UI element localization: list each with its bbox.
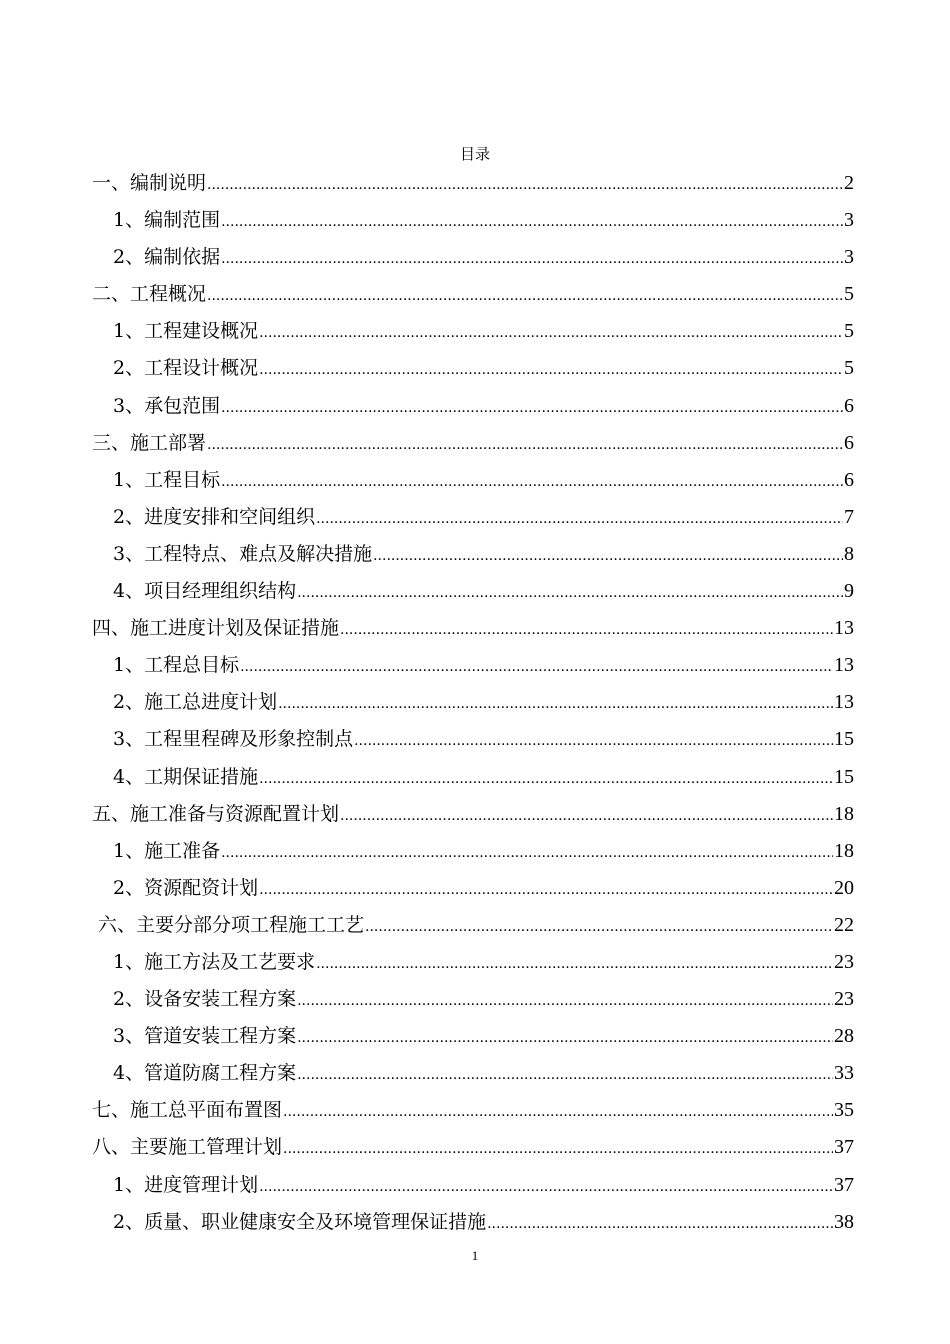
toc-dot-leader bbox=[373, 538, 843, 575]
toc-dot-leader bbox=[297, 1057, 833, 1094]
toc-entry-label: 3、承包范围 bbox=[113, 394, 221, 417]
toc-entry-label: 1、编制范围 bbox=[113, 209, 221, 232]
toc-entry[interactable] bbox=[92, 1092, 854, 1129]
toc-entry[interactable] bbox=[92, 350, 854, 387]
toc-entry-label: 五、施工准备与资源配置计划 bbox=[92, 802, 340, 825]
toc-entry-page: 23 bbox=[834, 950, 854, 973]
toc-entry-page: 5 bbox=[844, 357, 854, 380]
toc-entry[interactable] bbox=[92, 981, 854, 1018]
toc-dot-leader bbox=[240, 649, 833, 686]
toc-entry-label: 四、施工进度计划及保证措施 bbox=[92, 617, 340, 640]
toc-entry-label: 1、施工准备 bbox=[113, 839, 221, 862]
toc-entry-page: 5 bbox=[844, 320, 854, 343]
toc-dot-leader bbox=[365, 909, 833, 946]
toc-dot-leader bbox=[207, 427, 843, 464]
toc-entry[interactable] bbox=[92, 870, 854, 907]
toc-entry-page: 22 bbox=[834, 913, 854, 936]
toc-dot-leader bbox=[354, 723, 833, 760]
toc-entry[interactable] bbox=[92, 1167, 854, 1204]
toc-dot-leader bbox=[297, 575, 843, 612]
toc-entry-label: 3、管道安装工程方案 bbox=[113, 1025, 297, 1048]
toc-entry-label: 二、工程概况 bbox=[92, 283, 207, 306]
toc-entry-page: 35 bbox=[834, 1099, 854, 1122]
toc-entry[interactable] bbox=[92, 833, 854, 870]
toc-entry-label: 2、资源配资计划 bbox=[113, 876, 259, 899]
toc-dot-leader bbox=[259, 352, 843, 389]
toc-entry-page: 37 bbox=[834, 1136, 854, 1159]
toc-entry-page: 3 bbox=[844, 246, 854, 269]
toc-entry[interactable] bbox=[92, 610, 854, 647]
toc-dot-leader bbox=[259, 761, 833, 798]
toc-entry-page: 6 bbox=[844, 468, 854, 491]
toc-entry-page: 13 bbox=[834, 654, 854, 677]
toc-entry[interactable] bbox=[92, 647, 854, 684]
toc-entry[interactable] bbox=[92, 313, 854, 350]
toc-entry-label: 4、工期保证措施 bbox=[113, 765, 259, 788]
toc-dot-leader bbox=[297, 983, 833, 1020]
toc-entry[interactable] bbox=[92, 684, 854, 721]
toc-entry-label: 三、施工部署 bbox=[92, 431, 207, 454]
toc-entry-label: 六、主要分部分项工程施工工艺 bbox=[98, 913, 365, 936]
toc-entry[interactable] bbox=[92, 239, 854, 276]
toc-entry-page: 38 bbox=[834, 1210, 854, 1233]
toc-entry[interactable] bbox=[92, 1055, 854, 1092]
toc-dot-leader bbox=[259, 315, 843, 352]
toc-dot-leader bbox=[283, 1094, 833, 1131]
toc-entry[interactable] bbox=[92, 499, 854, 536]
page-title: 目录 bbox=[459, 145, 490, 163]
toc-entry[interactable] bbox=[92, 165, 854, 202]
toc-dot-leader bbox=[221, 204, 843, 241]
toc-dot-leader bbox=[221, 241, 843, 278]
toc-entry-page: 13 bbox=[834, 691, 854, 714]
toc-entry[interactable] bbox=[92, 425, 854, 462]
toc-dot-leader bbox=[207, 167, 843, 204]
toc-dot-leader bbox=[316, 501, 843, 538]
toc-entry-label: 4、管道防腐工程方案 bbox=[113, 1062, 297, 1085]
toc-entry-page: 8 bbox=[844, 542, 854, 565]
toc-entry[interactable] bbox=[92, 759, 854, 796]
toc-entry[interactable] bbox=[92, 1018, 854, 1055]
toc-dot-leader bbox=[221, 464, 843, 501]
toc-entry-label: 1、工程总目标 bbox=[113, 654, 240, 677]
toc-entry-label: 1、工程目标 bbox=[113, 468, 221, 491]
toc-entry-page: 2 bbox=[844, 172, 854, 194]
toc-dot-leader bbox=[221, 390, 843, 427]
toc-entry[interactable] bbox=[92, 796, 854, 833]
toc-entry[interactable] bbox=[92, 276, 854, 313]
toc-entry[interactable] bbox=[92, 462, 854, 499]
toc-entry-label: 七、施工总平面布置图 bbox=[92, 1099, 283, 1122]
toc-dot-leader bbox=[283, 1131, 833, 1168]
toc-entry-label: 2、施工总进度计划 bbox=[113, 691, 278, 714]
toc-dot-leader bbox=[340, 798, 833, 835]
toc-entry-page: 6 bbox=[844, 394, 854, 417]
toc-entry-label: 2、设备安装工程方案 bbox=[113, 988, 297, 1011]
toc-entry[interactable] bbox=[92, 202, 854, 239]
toc-entry[interactable] bbox=[92, 388, 854, 425]
toc-entry-page: 13 bbox=[834, 617, 854, 640]
toc-entry-label: 2、编制依据 bbox=[113, 246, 221, 269]
toc-entry-page: 33 bbox=[834, 1062, 854, 1085]
toc-dot-leader bbox=[340, 612, 833, 649]
toc-entry-label: 一、编制说明 bbox=[92, 172, 207, 194]
toc-entry-page: 20 bbox=[834, 876, 854, 899]
toc-entry-page: 23 bbox=[834, 988, 854, 1011]
table-of-contents bbox=[92, 165, 854, 1241]
toc-entry[interactable] bbox=[92, 1204, 854, 1241]
toc-entry[interactable] bbox=[92, 536, 854, 573]
toc-entry-page: 15 bbox=[834, 728, 854, 751]
toc-entry-label: 2、进度安排和空间组织 bbox=[113, 505, 316, 528]
toc-entry-label: 1、进度管理计划 bbox=[113, 1173, 259, 1196]
toc-entry-label: 1、工程建设概况 bbox=[113, 320, 259, 343]
toc-entry-label: 1、施工方法及工艺要求 bbox=[113, 950, 316, 973]
toc-entry[interactable] bbox=[92, 1129, 854, 1166]
toc-entry[interactable] bbox=[92, 907, 854, 944]
toc-entry-page: 18 bbox=[834, 802, 854, 825]
toc-dot-leader bbox=[487, 1206, 833, 1243]
toc-entry-page: 5 bbox=[844, 283, 854, 306]
toc-dot-leader bbox=[221, 835, 833, 872]
toc-entry-label: 3、工程特点、难点及解决措施 bbox=[113, 542, 373, 565]
toc-entry-page: 37 bbox=[834, 1173, 854, 1196]
toc-entry-page: 15 bbox=[834, 765, 854, 788]
toc-dot-leader bbox=[297, 1020, 833, 1057]
toc-entry-label: 2、质量、职业健康安全及环境管理保证措施 bbox=[113, 1210, 487, 1233]
toc-entry-page: 9 bbox=[844, 580, 854, 603]
toc-dot-leader bbox=[259, 1169, 833, 1206]
toc-dot-leader bbox=[207, 278, 843, 315]
toc-entry-page: 3 bbox=[844, 209, 854, 232]
toc-entry-page: 28 bbox=[834, 1025, 854, 1048]
toc-entry-label: 3、工程里程碑及形象控制点 bbox=[113, 728, 354, 751]
toc-entry[interactable] bbox=[92, 573, 854, 610]
toc-entry[interactable] bbox=[92, 721, 854, 758]
toc-entry-page: 7 bbox=[844, 505, 854, 528]
toc-entry-page: 6 bbox=[844, 431, 854, 454]
toc-entry-page: 18 bbox=[834, 839, 854, 862]
toc-dot-leader bbox=[259, 872, 833, 909]
toc-entry-label: 2、工程设计概况 bbox=[113, 357, 259, 380]
toc-entry-label: 八、主要施工管理计划 bbox=[92, 1136, 283, 1159]
toc-entry[interactable] bbox=[92, 944, 854, 981]
toc-dot-leader bbox=[316, 946, 833, 983]
page-number: 1 bbox=[471, 1248, 479, 1263]
toc-entry-label: 4、项目经理组织结构 bbox=[113, 580, 297, 603]
toc-dot-leader bbox=[278, 686, 833, 723]
